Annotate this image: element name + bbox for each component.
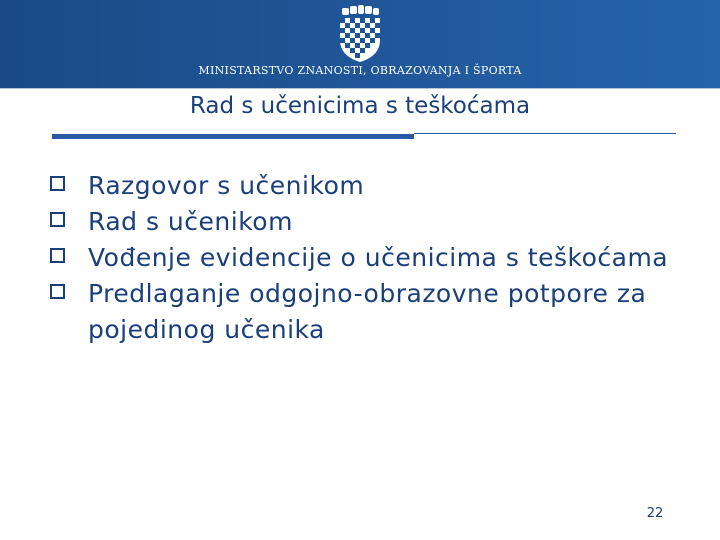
bullet-item <box>50 204 690 240</box>
title-divider-thin <box>414 133 676 134</box>
checkbox-square-icon <box>50 284 65 299</box>
ministry-name: MINISTARSTVO ZNANOSTI, OBRAZOVANJA I ŠPORTA <box>198 64 522 77</box>
title-divider-thick <box>52 134 414 139</box>
bullet-text: Vođenje evidencije o učenicima s teškoćama <box>88 243 669 272</box>
bullet-item <box>50 168 690 204</box>
slide-header-banner <box>0 0 720 88</box>
bullet-item <box>50 240 690 276</box>
bullet-text: Razgovor s učenikom <box>88 171 365 200</box>
bullet-item <box>50 276 690 348</box>
page-number: 22 <box>646 506 664 521</box>
bullet-text: Predlaganje odgojno-obrazovne potpore za pojedinog učenika <box>88 279 647 344</box>
checkbox-square-icon <box>50 248 65 263</box>
slide-title-text: Rad s učenicima s teškoćama <box>189 93 531 119</box>
checkbox-square-icon <box>50 176 65 191</box>
bullet-list <box>50 168 690 348</box>
slide-title <box>0 93 720 119</box>
croatian-coat-of-arms-icon <box>336 4 384 64</box>
checkbox-square-icon <box>50 212 65 227</box>
bullet-text: Rad s učenikom <box>88 207 293 236</box>
